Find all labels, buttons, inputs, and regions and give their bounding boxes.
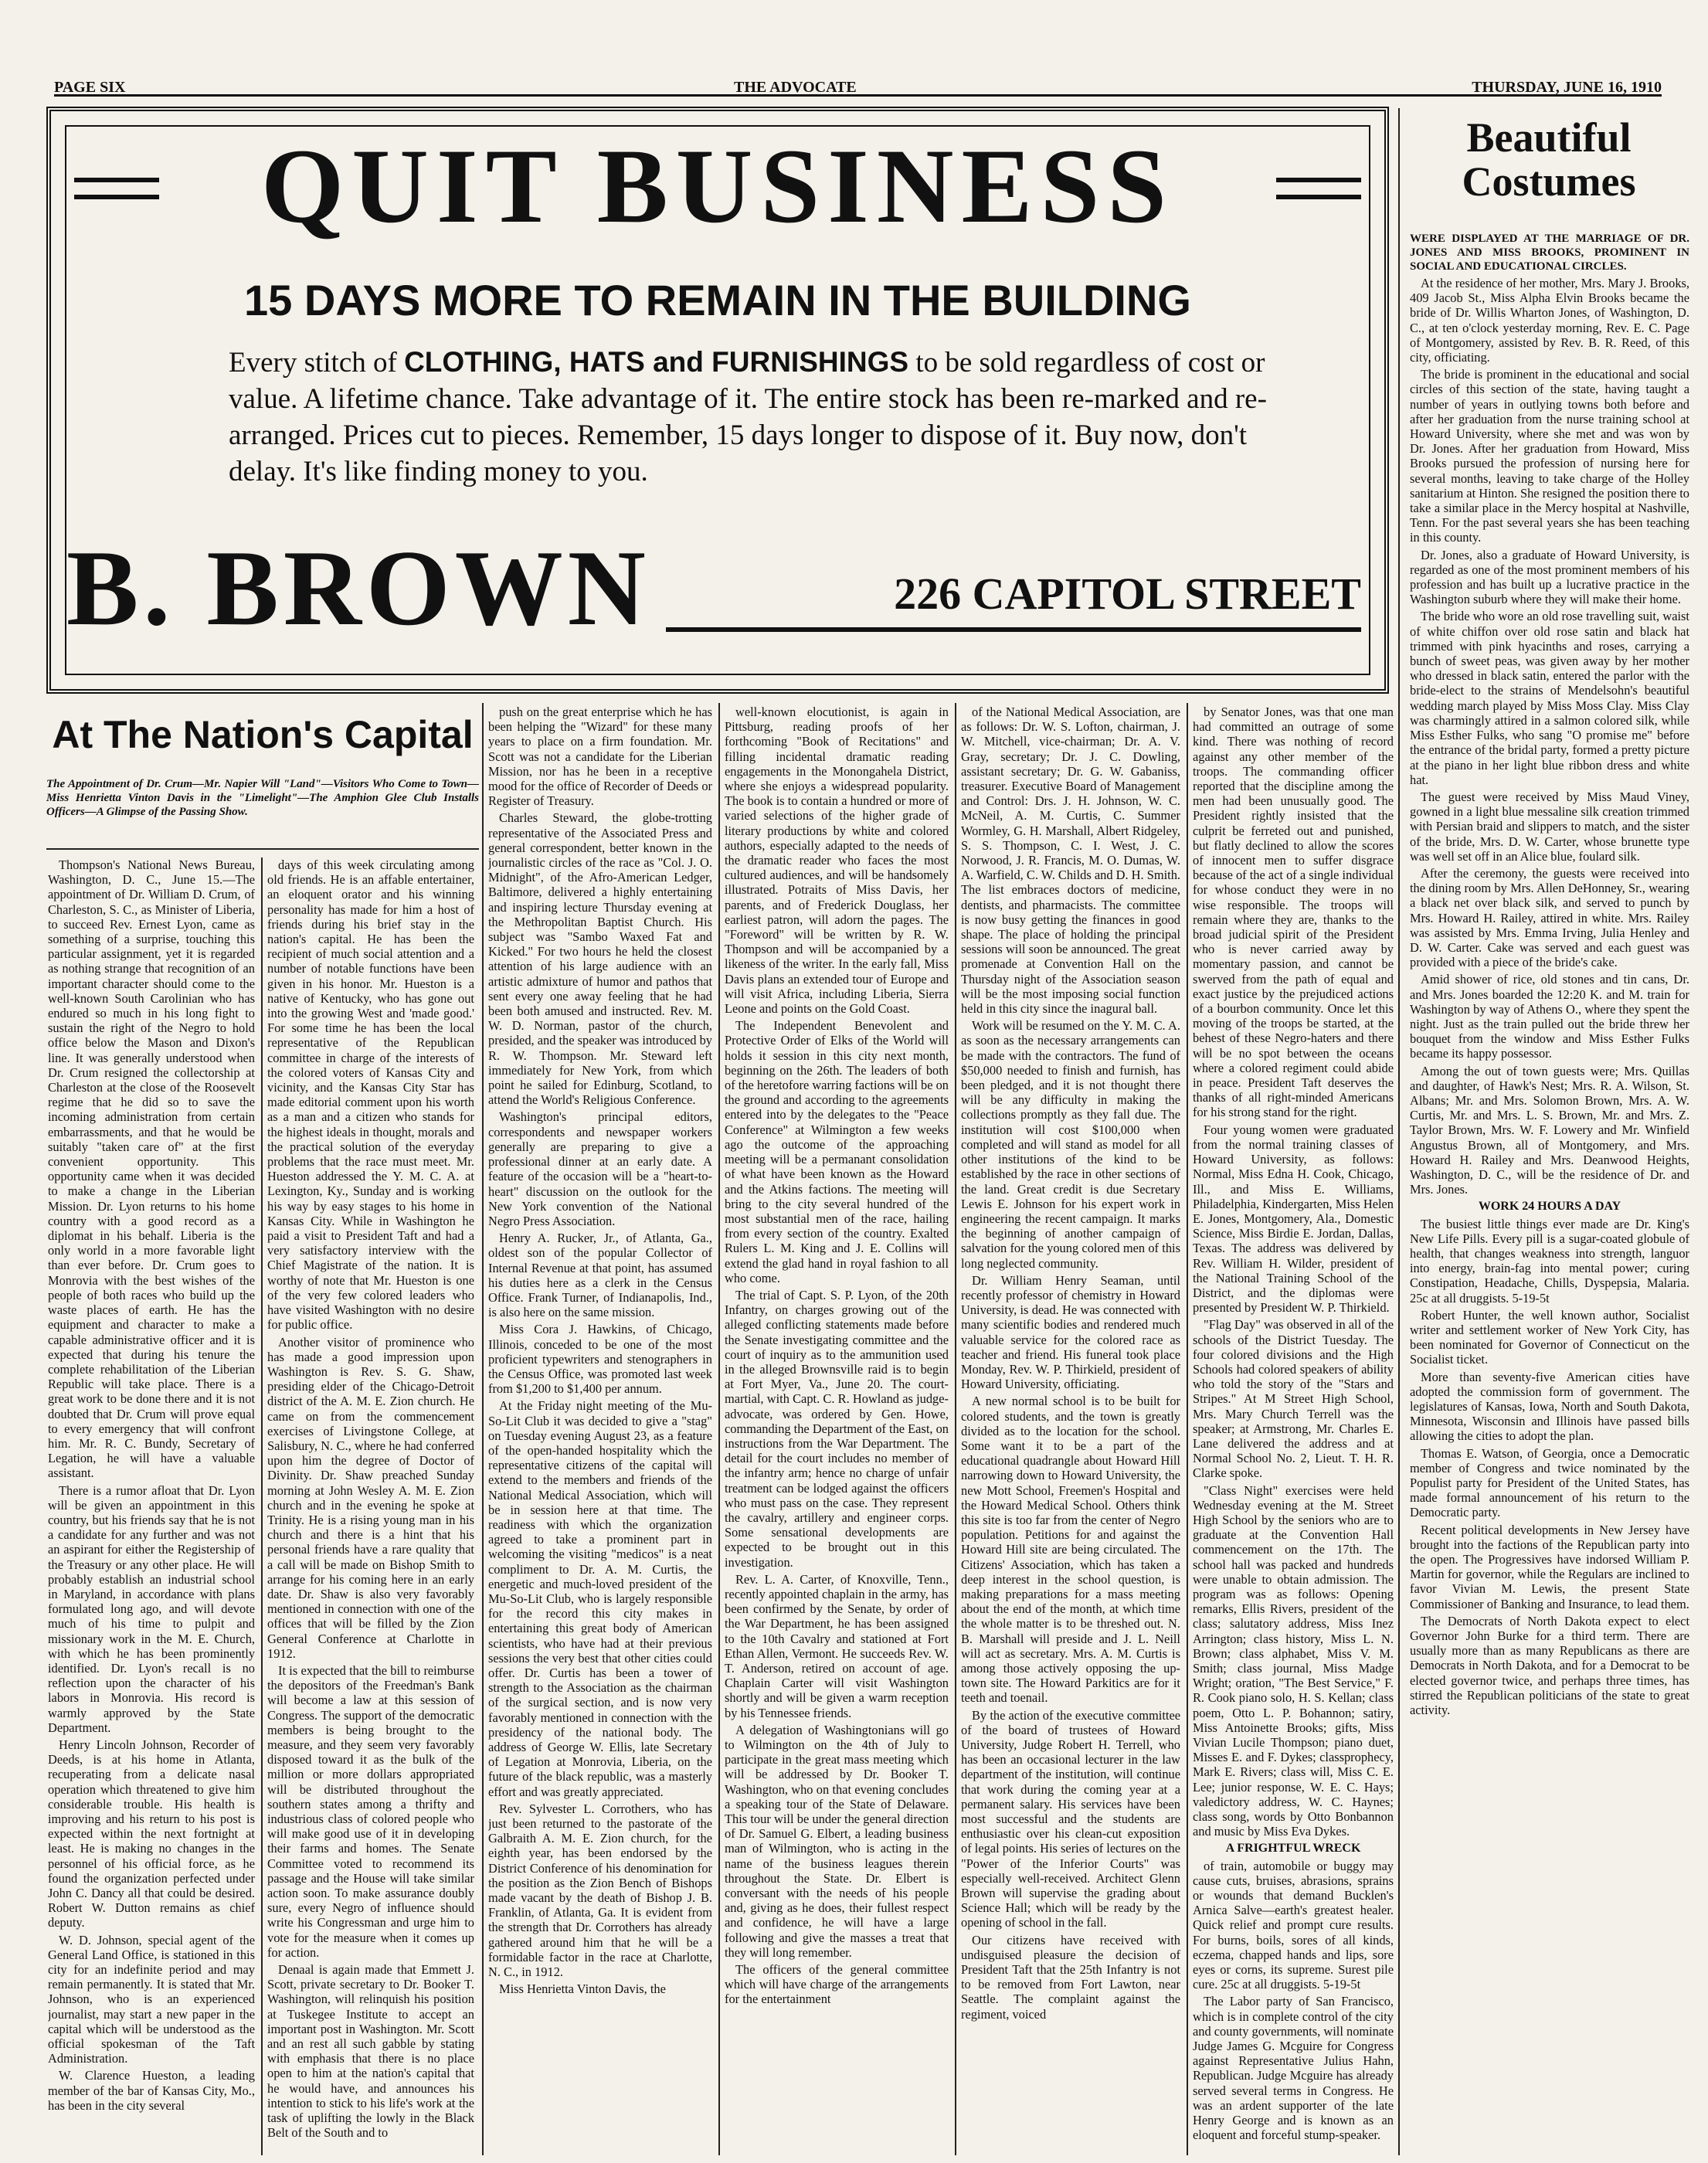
capital-paragraph: Miss Henrietta Vinton Davis, the <box>499 1981 666 1997</box>
capital-paragraph: Work will be resumed on the Y. M. C. A. as soon as the necessary arrangements can be made with the contractors. The fund of $50,000 needed to finish and furnish, has been pledged, and it is not thought there will be any difficulty in making the collections promptly as they fall due. The institution will cost $100,000 when completed and will stand as model for all other institutions of the kind to be established by the race in other sections of the land. Great credit is due Secretary Lewis E. Johnson for his expert work in engineering the recent campaign. It marks the beginning of another campaign of salvation for the young colored men of this long neglected community. <box>961 1018 1180 1271</box>
ad-headline: QUIT BUSINESS <box>159 133 1276 239</box>
capital-column-2 <box>267 857 474 2155</box>
costumes-paragraph: Dr. Jones, also a graduate of Howard University, is regarded as one of the most prominent members of his profession and has built up a lucrative practice in the Washington suburb where they will make their home. <box>1410 547 1689 607</box>
capital-paragraph: Henry A. Rucker, Jr., of Atlanta, Ga., oldest son of the popular Collector of Internal Revenue at that point, has assumed his duties here as a clerk in the Census Office. Frank Turner, of Indianapolis, Ind., is also here on the same mission. <box>488 1231 712 1320</box>
capital-paragraph: "Class Night" exercises were held Wednesday evening at the M. Street High School by the seniors who are to graduate at the Convention Hall commencement on the 17th. The school hall was packed and hundreds were unable to obtain admission. The program was as follows: Opening remarks, Ellis Rivers, president of the class; salutatory address, Miss Inez Arrington; class history, Miss L. N. Brown; class alphabet, Miss V. M. Smith; class journal, Miss Madge Wright; oration, "The Best Service," F. R. Cook piano solo, H. S. Kellan; class poem, Otto L. P. Bohannon; satiry, Miss Antoinette Brooks; gifts, Miss Vivian Lucile Thompson; piano duet, Misses E. and F. Dykes; classprophecy, Mark E. Rivers; class will, Miss C. E. Lee; junior response, W. E. C. Hays; valedictory address, W. C. Haynes; class song, words by Otto Bonbannon and music by Miss Eva Dykes. <box>1193 1482 1394 1839</box>
quit-business-advertisement <box>46 107 1389 694</box>
column-rule <box>1187 703 1188 2155</box>
capital-paragraph: by Senator Jones, was that one man had committed an outrage of some kind. There was nothing of record against any other member of the troops. The commanding officer reported that the discipline among the men had been unusually good. The President rightly insisted that the culprit be ferreted out and punished, but flatly declined to allow the scores of innocent men to suffer disgrace because of the act of a single individual for whose conduct they were in no wise responsible. The troops will remain where they are, thanks to the broad judicial spirit of the President who is never carried away by momentary passion, and cannot be swerved from the path of equal and exact justice by the prejudiced actions of a bourbon community. Once let this moving of the troops be started, at the behest of these Negro-haters and there will be no spot between the oceans where a colored regiment could abide in peace. President Taft deserves the thanks of all right-minded Americans for his strong stand for the right. <box>1193 705 1394 1120</box>
news-brief: More than seventy-five American cities have adopted the commission form of government. The legislatures of Kansas, Iowa, North and South Dakota, Minnesota, Wisconsin and Illinois have passed bills allowing the cities to adopt the plan. <box>1410 1369 1689 1444</box>
capital-paragraph: W. D. Johnson, special agent of the General Land Office, is stationed in this city for an indefinite period and may remain permanently. It is stated that Mr. Johnson, who is an experienced journalist, may start a new paper in the capital which will be understood as the official spokesman of the Taft Administration. <box>48 1932 255 2066</box>
capital-paragraph: By the action of the executive committee of the board of trustees of Howard University, Judge Robert H. Terrell, who has been an occasional lecturer in the law department of the institution, will continue that work during the coming year at a permanent salary. His services have been most successful and the students are enthusiastic over his clean-cut exposition of legal points. His series of lectures on the "Power of the Inferior Courts" was especially well-received. Architect Glenn Brown will supervise the grading about Science Hall; which will be ready by the opening of school in the fall. <box>961 1707 1180 1930</box>
column-rule <box>482 703 484 2155</box>
costumes-paragraph: After the ceremony, the guests were received into the dining room by Mrs. Allen DeHonney, Sr., wearing a black net over black silk, and served to punch by Mrs. Howard H. Railey, attired in white. Mrs. Railey was assisted by Mrs. Emma Irving, Julia Henley and D. W. Carter. Cake was served and each guest was provided with a piece of the bride's cake. <box>1410 865 1689 970</box>
costumes-paragraph: At the residence of her mother, Mrs. Mary J. Brooks, 409 Jacob St., Miss Alpha Elvin Brooks became the bride of Dr. Willis Wharton Jones, of Washington, D. C., at ten o'clock yesterday morning, Rev. E. C. Page of Montgomery, assisted by Rev. B. R. Reed, of this city, officiating. <box>1410 276 1689 365</box>
salve-ad-headline: A FRIGHTFUL WRECK <box>1225 1842 1361 1856</box>
capital-column-5 <box>961 705 1180 2155</box>
costumes-title-line1: Beautiful <box>1466 114 1632 161</box>
costumes-paragraph: The guest were received by Miss Maud Viney, gowned in a light blue messaline silk creation trimmed with Persian braid and slippers to match, and the sister of the bride, Mrs. D. W. Carter, whose brunette type was well set off in an Alice blue, foulard silk. <box>1410 789 1689 864</box>
news-brief: Recent political developments in New Jersey have brought into the factions of the Republican party into the open. The Progressives have indorsed William P. Martin for governor, while the Regulars are inclined to favor Vivian M. Lewis, the present State Commissioner of Banking and Insurance, to lead them. <box>1410 1522 1689 1611</box>
capital-paragraph: Henry Lincoln Johnson, Recorder of Deeds, is at his home in Atlanta, recuperating from a delicate nasal operation which threatened to give him considerable trouble. His health is improving and his return to his post is expected within the next fortnight at least. He is making no changes in the personnel of his official force, as he found the organization perfected under John C. Dancy all that could be desired. Robert W. Dutton remains as chief deputy. <box>48 1737 255 1930</box>
costumes-headline <box>1406 116 1692 203</box>
capital-column-3 <box>488 705 712 2155</box>
capital-paragraph: It is expected that the bill to reimburse the depositors of the Freedman's Bank will become a law at this session of Congress. The support of the democratic members is being brought to the measure, and they seem very favorably disposed toward it as the bulk of the million or more dollars appropriated will be distributed throughout the southern states among a thrifty and industrious class of colored people who will make good use of it in developing their farms and homes. The Senate Committee voted to recommend its passage and the House will take similar action soon. To make assurance doubly sure, every Negro of influence should write his Congressman and urge him to vote for the measure when it comes up for action. <box>267 1662 474 1960</box>
ad-address: 226 CAPITOL STREET <box>885 568 1361 620</box>
folio-date: THURSDAY, JUNE 16, 1910 <box>1472 79 1662 96</box>
capital-paragraph: Rev. L. A. Carter, of Knoxville, Tenn., recently appointed chaplain in the army, has been confirmed by the Senate, by order of the War Department, he has been assigned to the 10th Cavalry and stationed at Fort Ethan Allen, Vermont. He succeeds Rev. W. T. Anderson, retired on account of age. Chaplain Carter will visit Washington shortly and will be given a warm reception by his Tennessee friends. <box>725 1571 949 1720</box>
news-brief: Robert Hunter, the well known author, Socialist writer and settlement worker of New York City, has been nominated for Governor of Connecticut on the Socialist ticket. <box>1410 1307 1689 1367</box>
column-rule <box>718 703 720 2155</box>
capital-headline: At The Nation's Capital <box>52 713 474 756</box>
costumes-paragraph: Amid shower of rice, old stones and tin cans, Dr. and Mrs. Jones boarded the 12:20 K. and M. train for Washington by way of Athens O., where they spent the night. Just as the train pulled out the bride threw her bouquet from the window and Miss Esther Fulks became its happy possessor. <box>1410 972 1689 1061</box>
capital-paragraph: Charles Steward, the globe-trotting representative of the Associated Press and general correspondent, better known in the journalistic circles of the race as "Col. J. O. Midnight", of the Afro-American Ledger, Baltimore, delivered a highly entertaining and inspiring lecture Thursday evening at the Methropolitan Baptist Church. His subject was "Sambo Waxed Fat and Kicked." For two hours he held the closest attention of his large audience with an artistic admixture of humor and pathos that sent every one away feeling that he had been both amused and instructed. Rev. M. W. D. Norman, pastor of the church, presided, and the speaker was introduced by R. W. Thompson. Mr. Steward left immediately for New York, from which point he sailed for Edinburg, Scotland, to attend the World's Religious Conference. <box>488 810 712 1108</box>
capital-paragraph: push on the great enterprise which he has been helping the "Wizard" for these many years to place on a firm foundation. Mr. Scott was not a candidate for the Liberian Mission, nor has he been in a receptive mood for the office of Recorder of Deeds or Register of Treasury. <box>488 705 712 809</box>
costumes-paragraph: The bride who wore an old rose travelling suit, waist of white chiffon over old rose satin and black hat trimmed with pink hyacinths and roses, carrying a bunch of sweet peas, was given away by her mother who dressed in black satin, entered the parlor with the bride-elect to the strains of Mendelsohn's beautiful wedding march played by Miss Moss Clay. Miss Clay was charmingly attired in a salmon colored silk, while Miss Esther Fulks, who sang "O promise me" before the entrance of the bridal party, formed a pretty picture at the piano in her light blue ribbon dress and white hat. <box>1410 609 1689 787</box>
column-rule <box>955 703 956 2155</box>
column-rule <box>1398 108 1400 2155</box>
capital-paragraph: of the National Medical Association, are as follows: Dr. W. S. Lofton, chairman, J. W. Mitchell, vice-chairman; Dr. A. V. Gray, secretary; Dr. J. C. Dowling, assistant secretary; Dr. G. W. Gabaniss, treasurer. Executive Board of Management and Control: Drs. J. H. Johnson, W. C. McNeil, A. M. Curtis, C. Summer Wormley, G. H. Marshall, Albert Ridgeley, S. S. Thompson, C. I. West, J. C. Norwood, J. R. Francis, M. O. Dumas, W. A. Warfield, C. W. Childs and D. H. Smith. The list embraces doctors of medicine, dentists, and pharmacists. The committee is now busy getting the finances in good shape. The place of holding the principal sessions will soon be announced. The great promenade at Convention Hall on the Thursday night of the Association season will be the most imposing social function held in this city since the inagural ball. <box>961 705 1180 1017</box>
costumes-paragraph: The bride is prominent in the educational and social circles of this section of the state, having taught a number of years in outlying towns both before and after her graduation from the nurse training school at Howard University, where she met and was won by Dr. Jones. After her graduation from Howard, Miss Brooks pursued the profession of nursing here for several months, leaving to take charge of the Holley sanitarium at Hinton. She resigned the position there to take a similar place in the Mercy hospital at Nashville, Tenn. For the past several years she has been teaching in this county. <box>1410 367 1689 545</box>
capital-paragraph: "Flag Day" was observed in all of the schools of the District Tuesday. The four colored divisions and the High Schools had colored speakers of ability who told the story of the "Stars and Stripes." At M Street High School, Mrs. Mary Church Terrell was the speaker; at Armstrong, Mr. Charles E. Lane delivered the address and at Normal School No. 2, Lieut. T. H. R. Clarke spoke. <box>1193 1317 1394 1481</box>
capital-paragraph: A delegation of Washingtonians will go to Wilmington on the 4th of July to participate in the great mass meeting which will be addressed by Dr. Booker T. Washington, who on that evening concludes a speaking tour of the State of Delaware. This tour will be under the general direction of Dr. Samuel G. Elbert, a leading business man of Wilmington, who is acting in the name of the business leagues therein throughout the State. Dr. Elbert is conversant with the needs of his people and, giving as he does, their fullest respect and confidence, he will have a large following and give the masses a treat that they will long remember. <box>725 1722 949 1960</box>
salve-ad-body: of train, automobile or buggy may cause cuts, bruises, abrasions, sprains or wounds that demand Bucklen's Arnica Salve—earth's greatest healer. Quick relief and prompt cure results. For burns, boils, sores of all kinds, eczema, chapped hands and lips, sore eyes or corns, its supreme. Surest pile cure. 25c at all druggists. 5-19-5t <box>1193 1858 1394 1992</box>
ad-merchant-name: B. BROWN <box>66 535 666 643</box>
capital-paragraph: At the Friday night meeting of the Mu-So-Lit Club it was decided to give a "stag" on Tuesday evening August 23, as a feature of the open-handed hospitality which the representative citizens of the capital will extend to the members and friends of the National Medical Association, which will be in session here at that time. The readiness with which the organization agreed to take a prominent part in welcoming the visiting "medicos" is a neat compliment to Dr. A. M. Curtis, the energetic and much-loved president of the Mu-So-Lit Club, who is largely responsible for the record this city makes in entertaining this great body of American scientists, who have had at their previous sessions the very best that other cities could offer. Dr. Curtis has been a tower of strength to the Association as the chairman of the surgical section, and is now very favorably mentioned in connection with the presidency of the national body. The address of George W. Ellis, late Secretary of Legation at Monrovia, Liberia, on the future of the black republic, was a masterly effort and was greatly appreciated. <box>488 1398 712 1799</box>
capital-paragraph: W. Clarence Hueston, a leading member of the bar of Kansas City, Mo., has been in the city several <box>48 2068 255 2113</box>
ad-body-goods: CLOTHING, HATS and FURNISHINGS <box>404 346 909 378</box>
costumes-column <box>1410 232 1689 2155</box>
column-rule <box>261 857 263 2155</box>
capital-paragraph: A new normal school is to be built for colored students, and the town is greatly divided as to the location for the school. Some want it to be a part of the educational quadrangle about Howard Hill narrowing down to Howard University, the new Mott School, Freemen's Hospital and the Howard Medical School. Others think this site is too far from the center of Negro population. Petitions for and against the Howard Hill site are being circulated. The Citizens' Association, which has taken a deep interest in the school question, is making preparations for a mass meeting about the end of the month, at which time the whole matter is to be threshed out. N. B. Marshall will preside and J. L. Neill will act as secretary. Mrs. A. M. Curtis is among those actively opposing the up-town site. The Howard Parkitics are for it teeth and toenail. <box>961 1394 1180 1706</box>
capital-paragraph: Washington's principal editors, correspondents and newspaper workers generally are preparing to give a professional dinner at an early date. A feature of the occasion will be a "heart-to-heart" discussion on the outlook for the New York convention of the National Negro Press Association. <box>488 1109 712 1228</box>
folio-masthead: THE ADVOCATE <box>734 79 857 96</box>
pills-ad-headline: WORK 24 HOURS A DAY <box>1478 1200 1621 1214</box>
costumes-title-line2: Costumes <box>1462 158 1636 205</box>
capital-paragraph: days of this week circulating among old friends. He is an affable entertainer, an eloquent orator and his winning personality has made for him a host of friends during his brief stay in the nation's capital. He has been the recipient of much social attention and a number of notable functions have been given in his honor. Mr. Hueston is a native of Kentucky, who has gone out into the growing West and 'made good.' For some time he has been the local representative of the Republican committee in charge of the interests of the colored voters of Kansas City and vicinity, and the Kansas City Star has made editorial comment upon his worth as a man and a citizen who stands for the highest ideals in thought, morals and the practical solution of the everyday problems that the race must meet. Mr. Hueston addressed the Y. M. C. A. at Lexington, Ky., Sunday and is working his way by easy stages to his home in Kansas City. While in Washington he paid a visit to President Taft and had a very satisfactory interview with the Chief Magistrate of the nation. It is worthy of note that Mr. Hueston is one of the very few colored leaders who have visited Washington with no desire for public office. <box>267 857 474 1333</box>
capital-paragraph: The officers of the general committee which will have charge of the arrangements for the entertainment <box>725 1962 949 2007</box>
capital-paragraph: Denaal is again made that Emmett J. Scott, private secretary to Dr. Booker T. Washington, will relinquish his position at Tuskegee Institute to accept an important post in Washington. Mr. Scott and an rest all such gabble by stating with emphasis that there is no place open to him at the nation's capital that he would have, and announces his intention to stick to his life's work at the task of uplifting the lowly in the Black Belt of the South and to <box>267 1962 474 2141</box>
capital-paragraph: Four young women were graduated from the normal training classes of Howard University, as follows: Normal, Miss Edna H. Cook, Chicago, Ill., and Miss E. Williams, Philadelphia, Kindergarten, Miss Helen E. Jones, Montgomery, Ala., Domestic Science, Miss Birdie E. Jordan, Dallas, Texas. The address was delivered by Rev. William H. Wilder, president of the National Training School of the District, and the diplomas were presented by President W. P. Thirkield. <box>1193 1122 1394 1316</box>
capital-paragraph: Another visitor of prominence who has made a good impression upon Washington is Rev. S. G. Shaw, presiding elder of the Chicago-Detroit district of the A. M. E. Zion church. He came on from the commencement exercises of Livingstone College, at Salisbury, N. C., where he had conferred upon him the degree of Doctor of Divinity. Dr. Shaw preached Sunday morning at John Wesley A. M. E. Zion church and in the evening he spoke at Trinity. He is a rising young man in his church and there is a hint that his personal friends have a rare quality that a call will be made on Bishop Smith to arrange for his coming here in an early date. Dr. Shaw is also very favorably mentioned in connection with one of the offices that will be filled by the Zion General Conference at Charlotte in 1912. <box>267 1334 474 1661</box>
capital-paragraph: There is a rumor afloat that Dr. Lyon will be given an appointment in this country, but his friends say that he is not a candidate for any further and was not an aspirant for either the Registership of the Treasury or any other place. He will probably establish an industrial school in Maryland, in accordance with plans formulated long ago, and will devote much of his time to pulpit and missionary work in the M. E. Church, with which he has been prominently identified. Dr. Lyon's recall is no reflection upon the character of his labors in Monrovia. His record is warmly approved by the State Department. <box>48 1482 255 1735</box>
ad-subhead: 15 DAYS MORE TO REMAIN IN THE BUILDING <box>244 276 1191 324</box>
costumes-paragraph: Among the out of town guests were; Mrs. Quillas and daughter, of Hawk's Nest; Mrs. R. A. Wilson, St. Albans; Mr. and Mrs. Solomon Brown, Mrs. A. W. Curtis, Mr. and Mrs. L. S. Brown, Mr. and Mrs. Z. Taylor Brown, Mrs. W. F. Lowery and Mr. Winfield Angustus Brown, all of Montgomery, and Mrs. Howard H. Railey and Mrs. Deanwood Heights, Washington, D. C., will be the residence of Dr. and Mrs. Jones. <box>1410 1063 1689 1197</box>
capital-paragraph: The Independent Benevolent and Protective Order of Elks of the World will holds it session in this city next month, beginning on the 26th. The leaders of both of the heretofore warring factions will be on the ground and according to the agreements entered into by the delegates to the "Peace Conference" at Wilmington a few weeks ago the outcome of the approaching meeting will be a permanant consolidation of what have been known as the Howard and the Atkins factions. The meeting will bring to the city several hundred of the most substantial men of the race, hailing from every section of the country. Exalted Rulers L. M. King and J. E. Collins will extend the glad hand in royal fashion to all who come. <box>725 1018 949 1285</box>
capital-paragraph: well-known elocutionist, is again in Pittsburg, reading proofs of her forthcoming "Book of Recitations" and filling incidental dramatic reading engagements in the Monongahela District, where she enjoys a widespread popularity. The book is to contain a hundred or more of varied selections of the higher grade of literary productions by white and colored authors, especially adapted to the needs of the dramatic reader who faces the most cultured audiences, and will be handsomely illustrated. Potraits of Miss Davis, her parents, and of Frederick Douglass, her earliest patron, will adorn the pages. The "Foreword" will be written by R. W. Thompson and will be accompanied by a likeness of the writer. In the early fall, Miss Davis plans an extended tour of Europe and will visit Africa, including Liberia, Sierra Leone and points on the Gold Coast. <box>725 705 949 1017</box>
capital-deck: The Appointment of Dr. Crum—Mr. Napier Will "Land"—Visitors Who Come to Town—Miss Henrietta Vinton Davis in the "Limelight"—The Amphion Glee Club Installs Officers—A Glimpse of the Passing Show. <box>46 778 479 818</box>
capital-paragraph: Thompson's National News Bureau, Washington, D. C., June 15.—The appointment of Dr. William D. Crum, of Charleston, S. C., as Minister of Liberia, to succeed Rev. Ernest Lyon, came as something of a surprise, touching this particular assignment, yet it is regarded as nothing strange that recognition of an important character should come to the well-known South Carolinian who has endured so much in his long fight to sustain the right of the Negro to hold office below the Mason and Dixon's line. It was generally understood when Dr. Crum resigned the collectorship at Charleston at the close of the Roosevelt regime that he did so to save the incoming administration from certain embarrassments, and that he would be suitably "taken care of" at the first convenient opportunity. This opportunity came when it was decided to make a change in the Liberian Mission. Dr. Lyon returns to his home country with a good record as a diplomat in his behalf. Liberia is the only world in a more favorable light than ever before. Dr. Crum goes to Monrovia with the best wishes of the people of both races who build up the waste places of earth. He has the equipment and character to make a capable administrative officer and it is expected that during his tenure the complete rehabilitation of the Liberian Republic will take place. There is a great work to be done there and it is not doubted that Dr. Crum will prove equal to every emergency that will confront him. Mr. R. C. Bundy, Secretary of Legation, he will have a valuable assistant. <box>48 857 255 1481</box>
ad-body-rest: to be sold regardless of cost or value. A lifetime chance. Take advantage of it. The entire stock has been re-marked and re-arranged. Prices cut to pieces. Remember, 15 days longer to dispose of it. Buy now, don't delay. It's like finding money to you. <box>229 347 1267 487</box>
capital-column-6 <box>1193 705 1394 2155</box>
capital-column-4 <box>725 705 949 2155</box>
capital-paragraph: Our citizens have received with undisguised pleasure the decision of President Taft that the 25th Infantry is not to be removed from Fort Lawton, near Seattle. The complaint against the regiment, voiced <box>961 1932 1180 2022</box>
ad-body-copy <box>229 345 1299 491</box>
capital-paragraph: Miss Cora J. Hawkins, of Chicago, Illinois, conceded to be one of the most proficient typewriters and stenographers in the Census Office, was promoted last week from $1,200 to $1,400 per annum. <box>488 1322 712 1397</box>
capital-column-1 <box>48 857 255 2155</box>
capital-paragraph: Rev. Sylvester L. Corrothers, who has just been returned to the pastorate of the Galbraith A. M. E. Zion church, for the eighth year, has been endorsed by the District Conference of his denomination for the position as the Zion Bench of Bishops made vacant by the death of Bishop J. B. Franklin, of Atlanta, Ga. It is evident from the strength that Dr. Corrothers has already gathered around him that he will be a formidable factor in the race at Charlotte, N. C., in 1912. <box>488 1801 712 1980</box>
news-brief: The Democrats of North Dakota expect to elect Governor John Burke for a third term. There are usually more than as many Republicans as there are Democrats in North Dakota, and for a Democrat to be elected governor twice, and perhaps three times, has stirred the Republican politicians of the state to great activity. <box>1410 1613 1689 1718</box>
pills-ad-body: The busiest little things ever made are Dr. King's New Life Pills. Every pill is a sugar-coated globule of health, that changes weakness into strength, languor into energy, brain-fag into mental power; curing Constipation, Headache, Chills, Dyspepsia, Malaria. 25c at all druggists. 5-19-5t <box>1410 1216 1689 1306</box>
news-brief: The Labor party of San Francisco, which is in complete control of the city and county governments, will nominate Judge James G. Mcguire for Congress against Representative Julius Hahn, Republican. Judge Mcguire has already served several terms in Congress. He was an ardent supporter of the late Henry George and is known as an eloquent and forceful stump-speaker. <box>1193 1994 1394 2143</box>
capital-paragraph: Dr. William Henry Seaman, until recently professor of chemistry in Howard University, is dead. He was connected with many scientific bodies and rendered much valuable service for the colored race as teacher and friend. His funeral took place Monday, Rev. W. P. Thirkield, president of Howard University, officiating. <box>961 1272 1180 1392</box>
folio-page-number: PAGE SIX <box>54 79 126 96</box>
costumes-deck: WERE DISPLAYED AT THE MARRIAGE OF DR. JONES AND MISS BROOKS, PROMINENT IN SOCIAL AND EDUCATIONAL CIRCLES. <box>1410 233 1689 273</box>
capital-paragraph: The trial of Capt. S. P. Lyon, of the 20th Infantry, on charges growing out of the alleged conflicting statements made before the Senate investigating committee and the court of inquiry as to the ammunition used in the alleged Brownsville raid is to begin at Fort Myer, Va., June 20. The court-martial, with Capt. C. R. Howland as judge-advocate, was ordered by Gen. Howe, commanding the Department of the East, on instructions from the War Department. The detail for the court includes no member of the infantry arm; hence no charge of unfair treatment can be lodged against the officers who must pass on the case. They represent the cavalry, artillery and engineer corps. Some sensational developments are expected to be brought out in this investigation. <box>725 1287 949 1570</box>
headline-rule <box>46 848 479 850</box>
page-folio <box>54 71 1662 97</box>
ad-body-start: Every stitch of <box>229 347 405 379</box>
news-brief: Thomas E. Watson, of Georgia, once a Democratic member of Congress and twice nominated by the Populist party for President of the United States, has made formal announcement of his return to the Democratic party. <box>1410 1445 1689 1520</box>
